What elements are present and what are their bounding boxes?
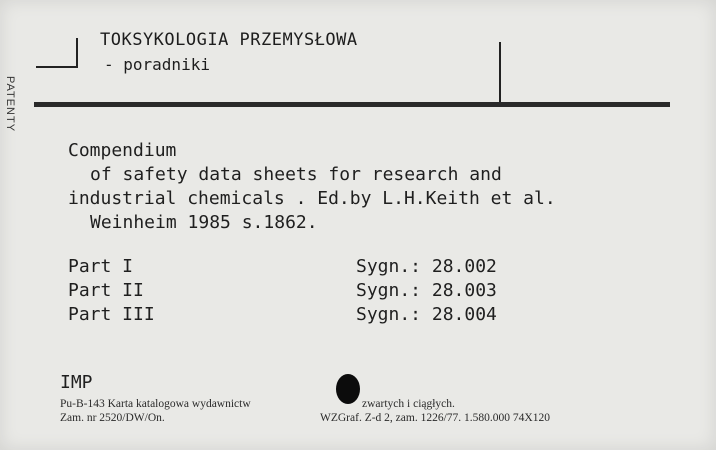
heading-divider bbox=[499, 42, 501, 102]
heading-rule bbox=[34, 102, 670, 107]
footer-line-left: Zam. nr 2520/DW/On. bbox=[60, 412, 165, 424]
card-heading: TOKSYKOLOGIA PRZEMYSŁOWA bbox=[100, 30, 358, 50]
footer-line-left: Pu-B-143 Karta katalogowa wydawnictw bbox=[60, 398, 251, 410]
entry-line: industrial chemicals . Ed.by L.H.Keith et al. bbox=[68, 188, 556, 209]
entry-line: of safety data sheets for research and bbox=[90, 164, 502, 185]
part-signature: Sygn.: 28.002 bbox=[356, 256, 497, 277]
entry-title: Compendium bbox=[68, 140, 177, 161]
part-signature: Sygn.: 28.004 bbox=[356, 304, 497, 325]
footer-line-right: zwartych i ciągłych. bbox=[362, 398, 455, 410]
footer-line-right: WZGraf. Z-d 2, zam. 1226/77. 1.580.000 74X120 bbox=[320, 412, 550, 424]
part-label: Part II bbox=[68, 280, 144, 301]
part-label: Part III bbox=[68, 304, 155, 325]
side-label: PATENTY bbox=[4, 75, 17, 133]
part-label: Part I bbox=[68, 256, 134, 277]
imp-stamp: IMP bbox=[60, 372, 93, 393]
punch-hole bbox=[336, 374, 360, 404]
corner-mark bbox=[36, 38, 78, 68]
entry-imprint: Weinheim 1985 s.1862. bbox=[90, 212, 318, 233]
card-subheading: - poradniki bbox=[104, 55, 210, 74]
part-signature: Sygn.: 28.003 bbox=[356, 280, 497, 301]
